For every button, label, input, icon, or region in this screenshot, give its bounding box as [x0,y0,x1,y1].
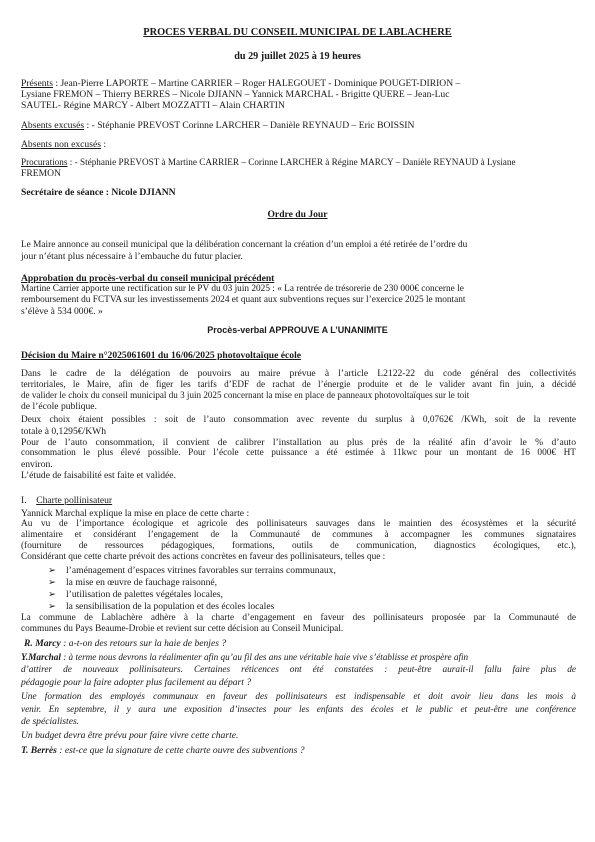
section-1-line-2: Au vu de l’importance écologique et agricole des pollinisateurs sauvages dans le maintien des écosystèmes et la sécurité [21,519,576,529]
arrow-bullet-icon: ➢ [48,577,57,588]
arrow-bullet-icon: ➢ [48,565,57,576]
secretaire-de-seance: Secrétaire de séance : Nicole DJIANN [21,187,176,198]
decision-line-2: territoriales, le Maire, afin de figer les tarifs d’EDF de rachat de l’énergie produite et de le valider avant fin juin, a décidé [21,379,576,389]
discussion-line: T. Berrès : est-ce que la signature de cette charte ouvre des subventions ? [21,745,305,756]
presents-line-2: Lysiane FREMON – Thierry BERRES – Nicole DJIANN – Yannick MARCHAL - Brigitte QUERE – Jean-Luc [21,89,450,100]
decision-line-5: Deux choix étaient possibles : soit de l’auto consommation avec revente du surplus à 0,0762€ /KWh, soit de la revente [21,415,576,425]
presents-label: Présents [21,78,53,89]
presents-line-3: SAUTEL- Régine MARCY - Albert MOZZATTI – Alain CHARTIN [21,100,285,111]
absents-excuses: Absents excusés : - Stéphanie PREVOST Corinne LARCHER – Danièle REYNAUD – Eric BOISSIN [21,120,415,131]
section-1-line-1: Yannick Marchal explique la mise en place de cette charte : [21,508,250,519]
decision-line-4: de l’école publique. [21,401,97,412]
arrow-bullet-icon: ➢ [48,601,57,612]
procurations-line-1: Procurations : - Stéphanie PREVOST à Martine CARRIER – Corinne LARCHER à Régine MARCY – Danièle REYNAUD à Lysiane [21,157,516,167]
intro-line-2: jour n’étant plus nécessaire à l’embauche du futur placier. [21,251,243,262]
approbation-line-2: remboursement du FCTVA sur les investissements 2024 et quant aux subventions reçues sur l’exercice 2025 le montant [21,295,466,305]
section-1-line-3: alimentaire et considérant l’engagement de la Communauté de communes à accompagner les communes signataires [21,530,576,540]
section-1-after-line-1: La commune de Lablachère adhère à la charte d’engagement en faveur des pollinisateurs proposée par la Communauté de [21,613,576,623]
section-1-line-4: (fourniture de ressources pédagogiques, formations, outils de communication, diagnostics écologiques, etc.), [21,541,576,551]
discussion-italic-line-6: Un budget devra être prévu pour faire vivre cette charte. [21,730,239,741]
approbation-result: Procès-verbal APPROUVE A L’UNANIMITE [207,325,388,335]
discussion-italic-line-2: pédagogie pour la faire adopter plus facilement au départ ? [21,677,252,688]
discussion-italic-line-4: venir. En septembre, il y aura une exposition d’insectes pour les enfants des écoles et le public et peut-être une conférence [21,704,576,714]
presents-line-1: Présents : Jean-Pierre LAPORTE – Martine CARRIER – Roger HALEGOUET - Dominique POUGET-DIRION – [21,78,461,89]
decision-line-3: de valider le choix du conseil municipal du 3 juin 2025 concernant la mise en place de panneaux photovoltaïques sur le toit [21,390,470,400]
decision-heading: Décision du Maire n°2025061601 du 16/06/2025 photovoltaïque école [21,350,302,361]
discussion-italic-line-3: Une formation des employés communaux en faveur des pollinisateurs est indispensable et doit avoir lieu dans les mois à [21,692,576,702]
section-1-heading: I. Charte pollinisateur [21,495,113,506]
section-1-after-line-2: communes du Pays Beaume-Drobie et revient sur cette décision au Conseil Municipal. [21,624,344,634]
decision-line-8: consommation le plus élevé possible. Pour l’école cette puissance a été estimée à 11kwc pour un montant de 16 000€ HT [21,448,576,458]
intro-line-1: Le Maire annonce au conseil municipal que la délibération concernant la création d’un emploi a été retirée de l’ordre du [21,240,468,250]
ordre-du-jour-heading: Ordre du Jour [267,209,328,220]
discussion-line: Y.Marchal : à terme nous devrons la réalimenter afin qu’au fil des ans une véritable haie vive s’établisse et prospère afin [21,652,469,662]
section-1-line-5: Considérant que cette charte prévoit des actions concrètes en faveur des pollinisateurs, telles que : [21,552,386,562]
meeting-date: du 29 juillet 2025 à 19 heures [234,51,361,62]
bullet-item: ➢ la mise en œuvre de fauchage raisonné, [48,577,218,588]
absents-non-excuses: Absents non excusés : [21,139,107,150]
discussion-line: R. Marcy : a-t-on des retours sur la haie de benjes ? [24,638,227,649]
arrow-bullet-icon: ➢ [48,589,57,600]
document-title: PROCES VERBAL DU CONSEIL MUNICIPAL DE LABLACHERE [143,27,452,38]
approbation-heading: Approbation du procès-verbal du conseil municipal précédent [21,273,275,284]
discussion-italic-line-5: de spécialistes. [21,716,80,727]
decision-line-10: L’étude de faisabilité est faite et validée. [21,470,176,481]
discussion-italic-line-1: d’attirer de nouveaux pollinisateurs. Certaines réticences ont été constatées : peut-être aurait-il fallu faire plus de [21,665,576,675]
approbation-line-3: s’élève à 534 000€. » [21,306,103,317]
bullet-item: ➢ l’utilisation de palettes végétales locales, [48,589,223,600]
decision-line-9: environ. [21,459,53,470]
procurations-line-2: FREMON [21,168,61,179]
bullet-item: ➢ l’aménagement d’espaces vitrines favorables sur terrains communaux, [48,565,336,576]
decision-line-6: totale à 0,1295€/KWh [21,426,106,437]
bullet-item: ➢ la sensibilisation de la population et des écoles locales [48,601,275,612]
decision-line-1: Dans le cadre de la délégation de pouvoirs au maire prévue à l’article L2122-22 du code général des collectivités [21,368,576,379]
approbation-line-1: Martine Carrier apporte une rectification sur le PV du 03 juin 2025 : « La rentrée de trésorerie de 230 000€ concerne le [21,284,464,294]
decision-line-7: Pour de l’auto consommation, il convient de calibrer l’installation au plus près de la réalité afin d’avoir le % d’auto [21,437,576,448]
